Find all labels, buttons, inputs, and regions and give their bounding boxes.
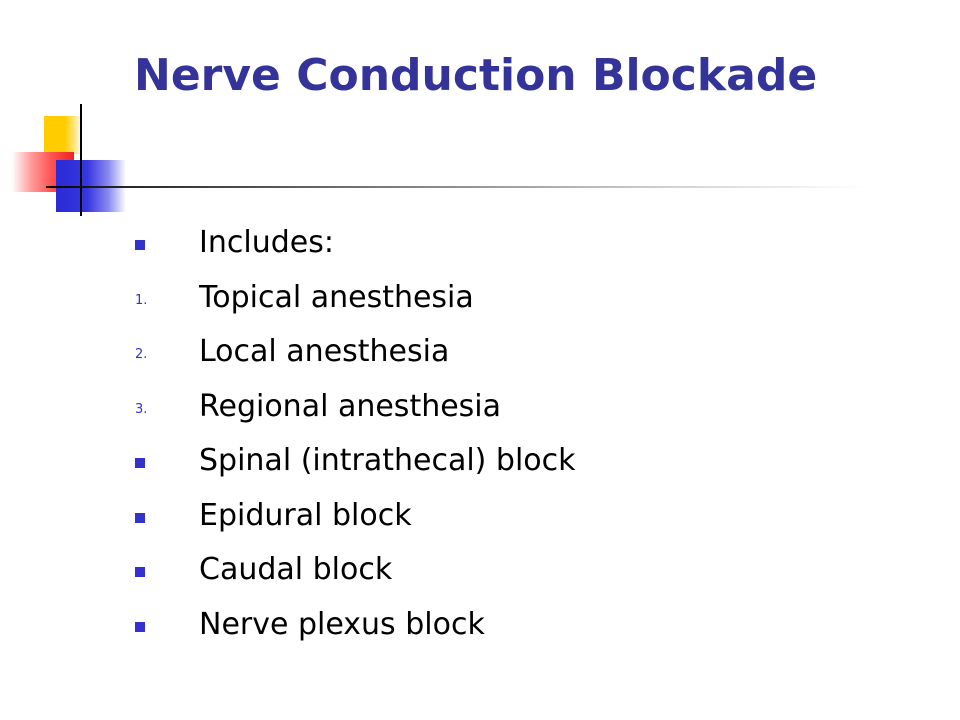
list-item-text: Epidural block (199, 497, 412, 533)
list-item-text: Topical anesthesia (199, 279, 474, 315)
title-divider-rule (46, 186, 866, 188)
vertical-rule (80, 104, 82, 216)
yellow-square-decoration (44, 116, 82, 154)
slide-title: Nerve Conduction Blockade (134, 50, 818, 101)
list-item-text: Includes: (199, 225, 334, 261)
list-item-text: Nerve plexus block (199, 606, 485, 642)
list-number: 1. (135, 292, 148, 308)
list-item-text: Caudal block (199, 552, 393, 588)
square-bullet-icon (135, 513, 145, 523)
list-item-text: Regional anesthesia (199, 388, 502, 424)
square-bullet-icon (135, 567, 145, 577)
list-item-text: Spinal (intrathecal) block (199, 443, 576, 479)
square-bullet-icon (135, 458, 145, 468)
square-bullet-icon (135, 240, 145, 250)
square-bullet-icon (135, 622, 145, 632)
list-number: 3. (135, 401, 148, 417)
list-number: 2. (135, 347, 148, 363)
list-item-text: Local anesthesia (199, 334, 450, 370)
decorative-squares-graphic (0, 100, 140, 220)
